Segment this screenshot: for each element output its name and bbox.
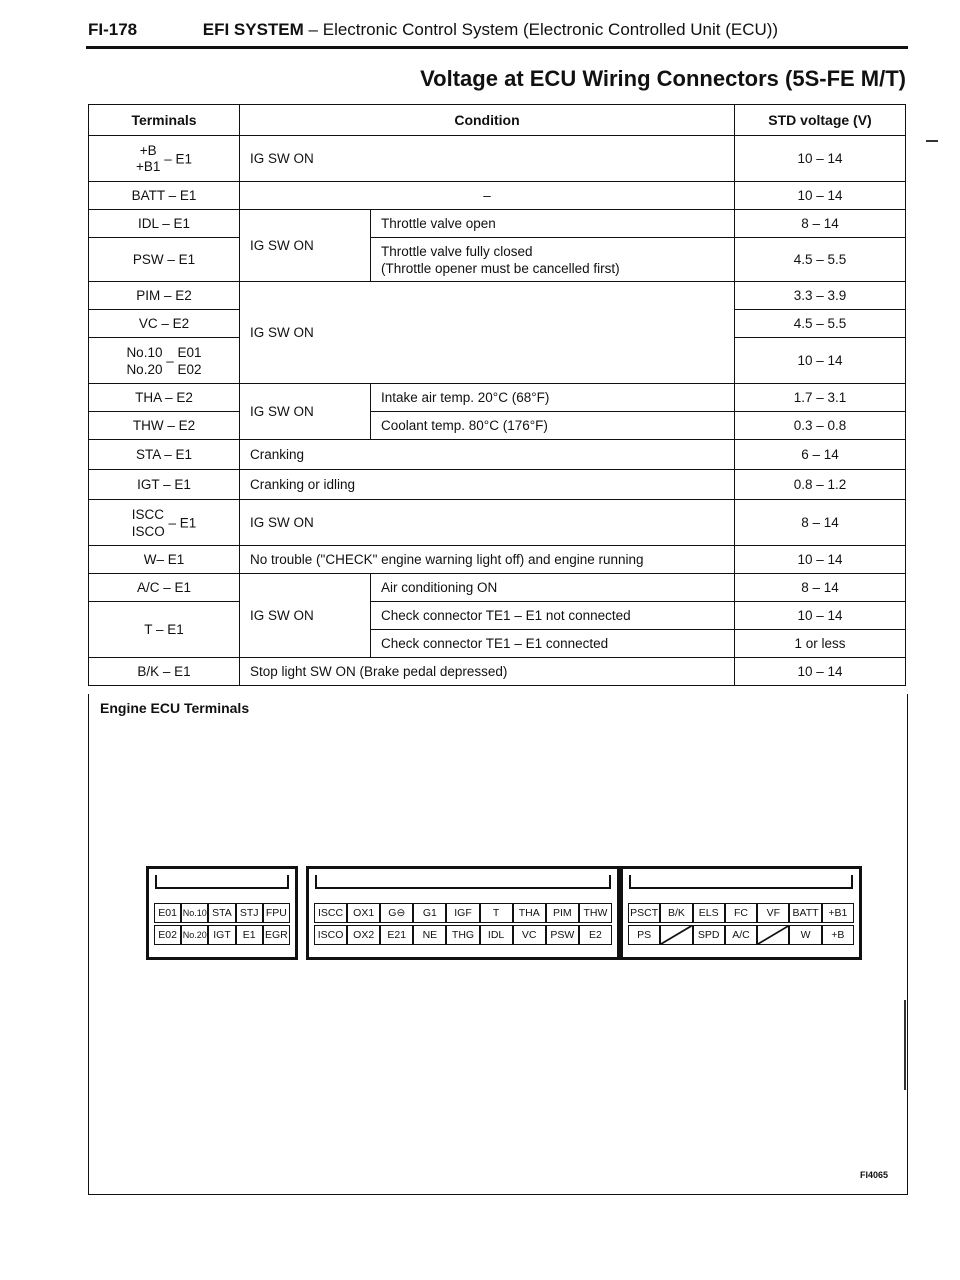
ecu-pin: W [789, 925, 821, 945]
condition-detail: Check connector TE1 – E1 not connected [371, 602, 735, 630]
terminal-cell: VC – E2 [89, 310, 240, 338]
std-cell: 8 – 14 [735, 500, 906, 546]
terminal-cell: W– E1 [89, 546, 240, 574]
table-row [89, 546, 906, 574]
condition-detail [371, 238, 735, 282]
condition-cell: Stop light SW ON (Brake pedal depressed) [240, 658, 735, 686]
ecu-pin: E02 [154, 925, 181, 945]
condition-cell: IG SW ON [240, 384, 371, 440]
empty-pin [660, 925, 692, 945]
terminal-e02: E02 [177, 361, 202, 377]
table-row [89, 412, 906, 440]
table-row [89, 658, 906, 686]
condition-cell: No trouble ("CHECK" engine warning light off) and engine running [240, 546, 735, 574]
ecu-pin: BATT [789, 903, 821, 923]
std-cell: 4.5 – 5.5 [735, 310, 906, 338]
table-row [89, 210, 906, 238]
ecu-connector-diagram [146, 866, 856, 960]
ecu-connector-right [620, 866, 862, 960]
ecu-pin: No.20 [181, 925, 208, 945]
ecu-pin: PSCT [628, 903, 660, 923]
std-cell: 10 – 14 [735, 658, 906, 686]
std-cell: 4.5 – 5.5 [735, 238, 906, 282]
ecu-pin: E1 [236, 925, 263, 945]
terminal-e01: E01 [177, 344, 202, 360]
terminal-cell: A/C – E1 [89, 574, 240, 602]
ecu-pin: STJ [236, 903, 263, 923]
ecu-pin: THW [579, 903, 612, 923]
std-cell: 10 – 14 [735, 182, 906, 210]
ecu-pin: G1 [413, 903, 446, 923]
table-row [89, 238, 906, 282]
connector-key [315, 875, 611, 889]
ecu-pin: E21 [380, 925, 413, 945]
page-code: FI-178 [88, 20, 138, 39]
terminal-cell: No.10 No.20 – E01 E02 [89, 338, 240, 384]
ecu-pin: IDL [480, 925, 513, 945]
detail-line: Throttle valve fully closed [381, 243, 533, 259]
terminal-cell: PSW – E1 [89, 238, 240, 282]
connector-key [155, 875, 289, 889]
ecu-pin: FC [725, 903, 757, 923]
ecu-pin: PS [628, 925, 660, 945]
std-cell: 8 – 14 [735, 210, 906, 238]
std-cell: 0.3 – 0.8 [735, 412, 906, 440]
col-header-std: STD voltage (V) [735, 105, 906, 136]
ecu-pin: G⊖ [380, 903, 413, 923]
voltage-table [88, 104, 906, 686]
ecu-pin: T [480, 903, 513, 923]
page-title: Voltage at ECU Wiring Connectors (5S-FE M/T) [420, 66, 906, 91]
ecu-connector-left [146, 866, 298, 960]
condition-cell: – [240, 182, 735, 210]
std-cell: 8 – 14 [735, 574, 906, 602]
ecu-pin: E01 [154, 903, 181, 923]
ecu-connector-mid [306, 866, 620, 960]
std-cell: 0.8 – 1.2 [735, 470, 906, 500]
table-row [89, 602, 906, 630]
table-row [89, 282, 906, 310]
ecu-pin: SPD [693, 925, 725, 945]
ecu-pin: VC [513, 925, 546, 945]
std-cell: 6 – 14 [735, 440, 906, 470]
table-row [89, 500, 906, 546]
condition-cell: Cranking [240, 440, 735, 470]
ecu-pin: ISCO [314, 925, 347, 945]
condition-detail: Intake air temp. 20°C (68°F) [371, 384, 735, 412]
terminal-cell: BATT – E1 [89, 182, 240, 210]
terminal-cell: STA – E1 [89, 440, 240, 470]
margin-mark [926, 140, 938, 142]
connector-key [629, 875, 853, 889]
terminal-no10: No.10 [126, 344, 163, 360]
terminal-iscc: ISCC [131, 506, 164, 522]
table-row [89, 470, 906, 500]
terminal-b: +B [139, 142, 157, 158]
ecu-pin: IGT [208, 925, 235, 945]
terminal-cell [89, 500, 240, 546]
page-header [88, 20, 906, 40]
terminal-cell: T – E1 [89, 602, 240, 658]
terminal-cell [89, 136, 240, 182]
std-cell: 1.7 – 3.1 [735, 384, 906, 412]
std-cell: 10 – 14 [735, 546, 906, 574]
ecu-pin: B/K [660, 903, 692, 923]
condition-cell: IG SW ON [240, 574, 371, 658]
header-rule [86, 46, 908, 49]
ecu-pin: PIM [546, 903, 579, 923]
ecu-pin: OX1 [347, 903, 380, 923]
terminal-cell: PIM – E2 [89, 282, 240, 310]
terminal-isco: ISCO [131, 523, 165, 539]
system-name: EFI SYSTEM [202, 20, 304, 39]
terminal-cell: B/K – E1 [89, 658, 240, 686]
ecu-pin: ELS [693, 903, 725, 923]
ecu-pin: NE [413, 925, 446, 945]
std-cell: 10 – 14 [735, 602, 906, 630]
terminal-cell: THW – E2 [89, 412, 240, 440]
condition-detail: Air conditioning ON [371, 574, 735, 602]
ecu-pin: E2 [579, 925, 612, 945]
ecu-pin: +B [822, 925, 854, 945]
table-row [89, 136, 906, 182]
condition-detail: Throttle valve open [371, 210, 735, 238]
ecu-pin: ISCC [314, 903, 347, 923]
table-row [89, 384, 906, 412]
ecu-pin: OX2 [347, 925, 380, 945]
std-cell: 3.3 – 3.9 [735, 282, 906, 310]
ecu-pin: THG [446, 925, 479, 945]
col-header-terminals: Terminals [89, 105, 240, 136]
col-header-condition: Condition [240, 105, 735, 136]
std-cell: 10 – 14 [735, 136, 906, 182]
table-row [89, 574, 906, 602]
condition-detail: Coolant temp. 80°C (176°F) [371, 412, 735, 440]
ecu-section-title: Engine ECU Terminals [100, 700, 250, 716]
terminal-suffix: – E1 [168, 515, 197, 530]
table-header-row [89, 105, 906, 136]
condition-cell: IG SW ON [240, 210, 371, 282]
ecu-pin: EGR [263, 925, 290, 945]
header-subtitle: – Electronic Control System (Electronic Controlled Unit (ECU)) [308, 20, 779, 39]
terminal-cell: THA – E2 [89, 384, 240, 412]
ecu-pin: VF [757, 903, 789, 923]
ecu-pin: A/C [725, 925, 757, 945]
figure-id: FI4065 [860, 1170, 889, 1180]
ecu-pin: STA [208, 903, 235, 923]
margin-mark [904, 1000, 906, 1090]
std-cell: 1 or less [735, 630, 906, 658]
ecu-pin: PSW [546, 925, 579, 945]
table-row [89, 182, 906, 210]
terminal-suffix: – E1 [164, 151, 192, 166]
condition-cell: IG SW ON [240, 500, 735, 546]
empty-pin [757, 925, 789, 945]
ecu-pin: No.10 [181, 903, 208, 923]
std-cell: 10 – 14 [735, 338, 906, 384]
condition-cell: Cranking or idling [240, 470, 735, 500]
table-row [89, 440, 906, 470]
condition-cell: IG SW ON [240, 136, 735, 182]
ecu-pin: THA [513, 903, 546, 923]
ecu-pin: FPU [263, 903, 290, 923]
ecu-pin: IGF [446, 903, 479, 923]
terminal-cell: IDL – E1 [89, 210, 240, 238]
condition-cell: IG SW ON [240, 282, 735, 384]
detail-line: (Throttle opener must be cancelled first) [381, 260, 620, 276]
ecu-pin: +B1 [822, 903, 854, 923]
condition-detail: Check connector TE1 – E1 connected [371, 630, 735, 658]
terminal-cell: IGT – E1 [89, 470, 240, 500]
terminal-b1: +B1 [136, 158, 161, 174]
terminal-no20: No.20 [126, 361, 163, 377]
